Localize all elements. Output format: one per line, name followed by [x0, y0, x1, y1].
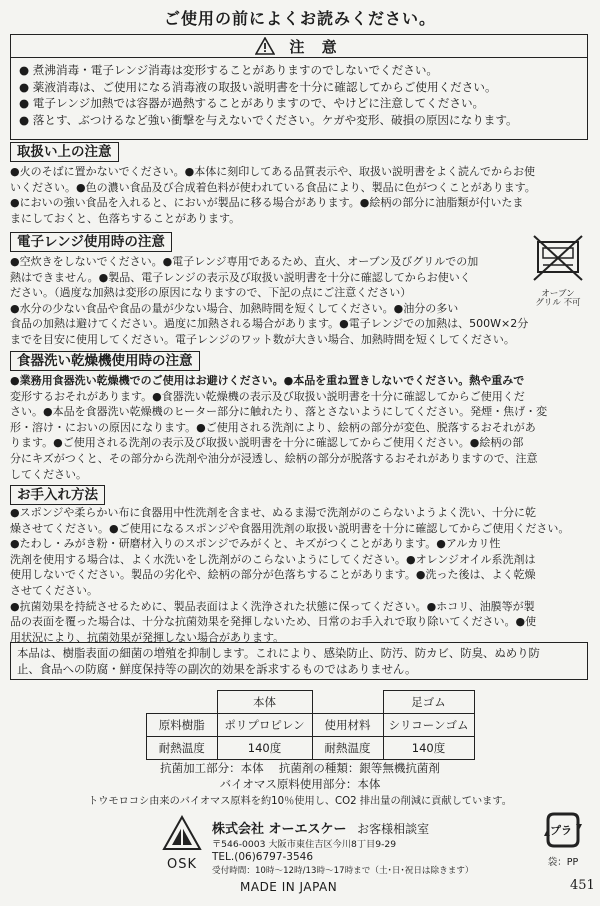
text-line: ●水分の少ない食品や食品の量が少ない場合、加熱時間を短くしてください。●油分の多い — [10, 301, 459, 315]
antibacterial-note — [10, 642, 588, 680]
care-heading: お手入れ方法 — [10, 485, 105, 505]
table-cell: 使用材料 — [312, 714, 383, 737]
text-line: 熱はできません。●製品、電子レンジの表示及び取扱い説明書を十分に確認してからお使いく — [10, 270, 471, 284]
table-cell: 耐熱温度 — [147, 737, 218, 760]
text-line: 食品の加熱は避けてください。過度に加熱される場合があります。●電子レンジでの加熱は、500W×2分 — [10, 317, 529, 330]
text-line: 分にキズがつくと、その部分から洗剤や油分が浸透し、絵柄の部分が脱落するおそれがありますので、注意 — [10, 451, 538, 465]
care-text — [10, 505, 590, 645]
biomass-info: バイオマス原料使用部分：本体 — [219, 777, 381, 791]
text-line: ●業務用食器洗い乾燥機でのご使用はお避けください。●本品を重ね置きしないでください。熱や重みで — [10, 374, 525, 387]
logo-text: OSK — [166, 857, 197, 872]
caution-item: ● 煮沸消毒・電子レンジ消毒は変形することがありますのでしないでください。 — [19, 63, 439, 77]
table-cell: 原料樹脂 — [147, 714, 218, 737]
text-line: ●火のそばに置かないでください。●本体に刻印してある品質表示や、取扱い説明書をよく読んでからお使 — [10, 165, 535, 178]
text-line: 形・溶け・においの原因になります。●ご使用される洗剤により、絵柄の部分が変色、脱落するおそれがあ — [10, 420, 536, 434]
text-line: 止、食品への防腐・鮮度保持等の副次的効果を訴求するものではありません。 — [17, 662, 417, 676]
text-line: させてください。 — [10, 583, 98, 597]
recycle-label: 袋：PP — [547, 857, 579, 868]
table-cell: シリコーンゴム — [383, 714, 474, 737]
made-in: MADE IN JAPAN — [240, 880, 338, 894]
company-name-text: 株式会社 オーエスケー — [212, 822, 347, 837]
recycle-mark-text: プラ — [550, 824, 572, 837]
text-line: ださい。（過度な加熱は変形の原因になりますので、下記の点にご注意ください） — [10, 286, 412, 300]
caution-item: ● 電子レンジ加熱では容器が過熱することがありますので、やけどに注意してください。 — [19, 96, 485, 110]
microwave-text-continued — [10, 316, 590, 347]
text-line: ●スポンジや柔らかい布に食器用中性洗剤を含ませ、ぬるま湯で洗剤がのこらないようよく洗い、十分に乾 — [10, 506, 536, 519]
table-header: 本体 — [217, 691, 312, 714]
company-address: 〒546-0003 大阪市東住吉区今川8丁目9-29 — [212, 839, 397, 850]
text-line: いください。●色の濃い食品及び合成着色料が使われている食品により、製品に色がつくことがあります。 — [10, 180, 536, 194]
text-line: さい。●本品を食器洗い乾燥機のヒーター部分に触れたり、落とさないようにしてください。発煙・焦げ・変 — [10, 405, 548, 419]
dishwasher-heading: 食器洗い乾燥機使用時の注意 — [10, 351, 200, 371]
company-hours: 受付時間：10時〜12時/13時〜17時まで（土･日･祝日は除きます） — [212, 866, 474, 876]
text-line: 変形するおそれがあります。●食器洗い乾燥機の表示及び取扱い説明書を十分に確認してからご使用くだ — [10, 389, 525, 403]
table-cell: ポリプロピレン — [217, 714, 312, 737]
company-name — [212, 818, 429, 837]
text-line: ります。●ご使用される洗剤の表示及び取扱い説明書を十分に確認してからご使用ください。●絵柄の部 — [10, 436, 524, 450]
text-line: 使用しないでください。製品の劣化や、絵柄の部分が色落ちすることがあります。●洗った後は、よく乾燥 — [10, 568, 536, 582]
text-line: まにしておくと、色落ちすることがあります。 — [10, 211, 241, 225]
handling-text — [10, 164, 590, 226]
table-cell: 140度 — [383, 737, 474, 760]
osk-logo-icon — [162, 815, 202, 853]
handling-heading: 取扱い上の注意 — [10, 142, 119, 162]
text-line: 洗剤を使用する場合は、よく水洗いをし洗剤がのこらないようにしてください。●オレンジオイル系洗剤は — [10, 552, 536, 566]
company-logo — [162, 815, 202, 875]
spec-table — [146, 690, 475, 760]
caution-list — [10, 58, 588, 140]
table-cell: 耐熱温度 — [312, 737, 383, 760]
table-cell: 140度 — [217, 737, 312, 760]
consult-desk: お客様相談室 — [357, 822, 430, 836]
page-title: ご使用の前によくお読みください。 — [163, 9, 436, 28]
no-oven-grill-icon — [528, 232, 588, 308]
text-line: ●たわし・みがき粉・研磨材入りのスポンジでみがくと、キズがつくことがあります。●アルカリ性 — [10, 537, 501, 551]
dishwasher-text — [10, 373, 590, 482]
caution-heading-text: 注 意 — [289, 37, 343, 56]
antibacterial-info: 抗菌加工部分：本体 抗菌剤の種類：銀等無機抗菌剤 — [160, 761, 440, 775]
warning-icon — [255, 37, 275, 55]
caution-item: ● 落とす、ぶつけるなど強い衝撃を与えないでください。ケガや変形、破損の原因になります。 — [19, 112, 518, 127]
table-header: 足ゴム — [383, 691, 474, 714]
company-tel: TEL.(06)6797-3546 — [212, 851, 314, 863]
text-line: までを目安に使用してください。電子レンジのワット数が大きい場合、加熱時間を短くしてください。 — [10, 332, 515, 346]
no-oven-grill-label: オーブン グリル 不可 — [535, 289, 581, 308]
corn-biomass-note: トウモロコシ由来のバイオマス原料を約10％使用し、CO2 排出量の削減に貢献しています。 — [88, 796, 512, 807]
text-line: 燥させてください。●ご使用になるスポンジや食器用洗剤の取扱い説明書を十分に確認してからご使用ください。 — [10, 521, 570, 535]
recycle-mark — [540, 810, 590, 870]
text-line: 本品は、樹脂表面の細菌の増殖を抑制します。これにより、感染防止、防汚、防カビ、防臭、ぬめり防 — [17, 646, 540, 660]
caution-item: ● 薬液消毒は、ご使用になる消毒液の取扱い説明書を十分に確認してからご使用ください。 — [19, 79, 497, 94]
caution-heading — [10, 34, 588, 58]
product-number: 451 — [570, 878, 595, 893]
microwave-heading: 電子レンジ使用時の注意 — [10, 232, 172, 252]
text-line: してください。 — [10, 467, 87, 481]
text-line: ●空炊きをしないでください。●電子レンジ専用であるため、直火、オーブン及びグリルでの加 — [10, 255, 479, 268]
microwave-text — [10, 254, 520, 316]
text-line: 品の表面を覆った場合は、十分な抗菌効果を発揮しないため、日常のお手入れで取り除いてください。●使 — [10, 615, 537, 629]
text-line: 用状況により、抗菌効果が発揮しない場合があります。 — [10, 630, 285, 644]
text-line: ●抗菌効果を持続させるために、製品表面はよく洗浄された状態に保ってください。●ホコリ、油膜等が製 — [10, 599, 535, 613]
text-line: ●においの強い食品を入れると、においが製品に移る場合があります。●絵柄の部分に油脂類が付いたま — [10, 196, 524, 210]
